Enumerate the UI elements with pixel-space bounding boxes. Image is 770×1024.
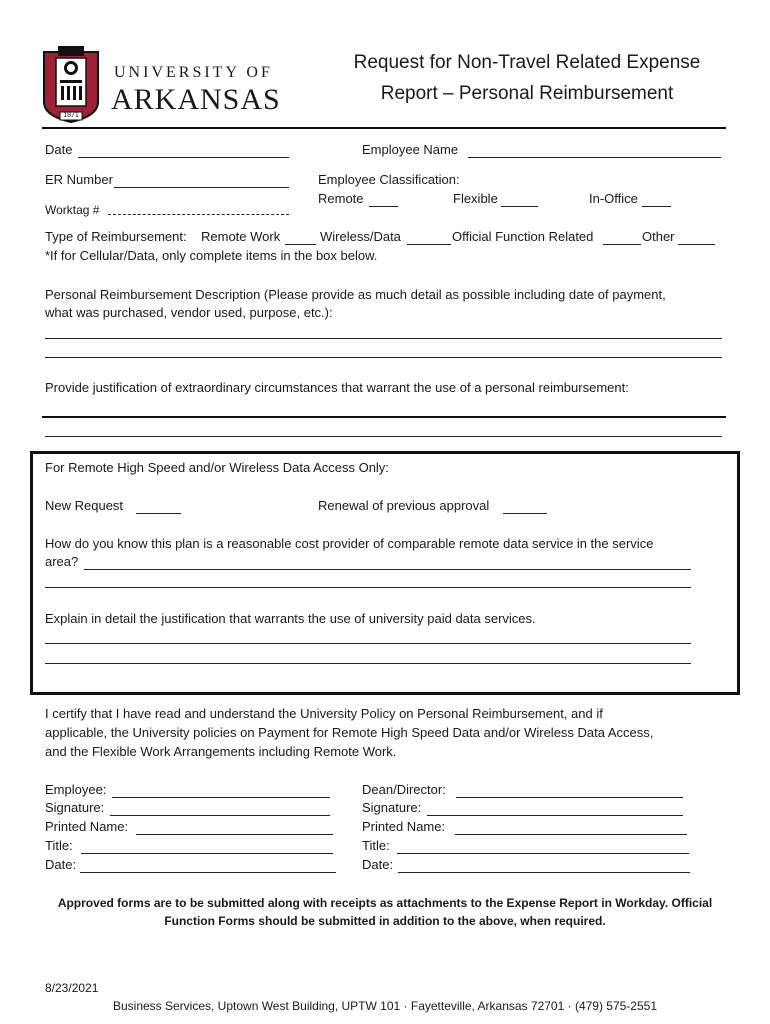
employee-signature-label: Signature: [45,800,105,815]
dean-printed-name-label: Printed Name: [362,819,446,834]
question-justification: Explain in detail the justification that warrants the use of university paid data services. [45,611,536,626]
data-justification-field-1[interactable] [45,643,691,644]
form-revision-date: 8/23/2021 [45,981,99,995]
classification-label: Employee Classification: [318,172,460,187]
official-field[interactable] [603,244,641,245]
question-cost-provider: How do you know this plan is a reasonable cost provider of comparable remote data service in the service [45,536,654,551]
er-number-field[interactable] [114,187,289,188]
justification-line-2[interactable] [45,436,722,437]
remote-work-field[interactable] [285,244,316,245]
employee-name-field[interactable] [468,157,721,158]
dean-label: Dean/Director: [362,782,446,797]
reimbursement-type-label: Type of Reimbursement: [45,229,187,244]
logo-year: 1871 [63,112,79,119]
dean-field[interactable] [456,797,683,798]
er-number-label: ER Number [45,172,113,187]
official-option: Official Function Related [452,229,594,244]
in-office-field[interactable] [642,206,671,207]
worktag-label: Worktag # [45,203,100,217]
description-line-2[interactable] [45,357,722,358]
form-title-line1: Request for Non-Travel Related Expense [353,52,701,73]
dean-signature-field[interactable] [427,815,683,816]
remote-label: Remote [318,191,364,206]
dean-signature-label: Signature: [362,800,422,815]
employee-date-label: Date: [45,857,77,872]
footer-address: Business Services, Uptown West Building, UPTW 101 · Fayetteville, Arkansas 72701 · (479) 575-2551 [112,999,658,1013]
description-line-1[interactable] [45,338,722,339]
dean-title-label: Title: [362,838,390,853]
employee-date-field[interactable] [80,872,336,873]
certify-line3: and the Flexible Work Arrangements including Remote Work. [45,744,397,759]
flexible-field[interactable] [501,206,538,207]
wireless-field[interactable] [407,244,451,245]
justification-line-1[interactable] [42,416,726,418]
certify-line1: I certify that I have read and understand the University Policy on Personal Reimbursement, and if [45,706,603,721]
dean-date-field[interactable] [398,872,690,873]
justification-label: Provide justification of extraordinary circumstances that warrant the use of a personal reimbursement: [45,380,629,395]
new-request-field[interactable] [136,513,181,514]
reimbursement-note: *If for Cellular/Data, only complete items in the box below. [45,248,378,263]
employee-title-field[interactable] [81,853,333,854]
in-office-label: In-Office [589,191,638,206]
remote-work-option: Remote Work [201,229,281,244]
employee-title-label: Title: [45,838,73,853]
employee-field[interactable] [112,797,330,798]
form-title-line2: Report – Personal Reimbursement [380,83,674,104]
employee-printed-name-label: Printed Name: [45,819,129,834]
employee-signature-field[interactable] [110,815,330,816]
flexible-label: Flexible [453,191,498,206]
dean-title-field[interactable] [397,853,689,854]
question-cost-provider-area: area? [45,554,79,569]
submission-note-line2: Function Forms should be submitted in addition to the above, when required. [164,914,606,928]
submission-note-line1: Approved forms are to be submitted along with receipts as attachments to the Expense Report in Workday. Official [57,896,713,910]
cost-provider-field-2[interactable] [45,587,691,588]
logo-bottom-text: ARKANSAS [111,83,281,116]
dean-date-label: Date: [362,857,394,872]
renewal-field[interactable] [503,513,547,514]
remote-field[interactable] [369,206,398,207]
date-label: Date [45,142,73,157]
data-access-box [30,451,740,695]
employee-label: Employee: [45,782,107,797]
new-request-label: New Request [45,498,124,513]
logo-top-text: UNIVERSITY OF [114,64,273,81]
other-option: Other [642,229,675,244]
description-label-line1: Personal Reimbursement Description (Please provide as much detail as possible including date of payment, [45,287,666,302]
worktag-field[interactable] [108,214,289,215]
header-divider [42,127,726,129]
data-justification-field-2[interactable] [45,663,691,664]
date-field[interactable] [78,157,289,158]
other-field[interactable] [678,244,715,245]
renewal-label: Renewal of previous approval [318,498,490,513]
cost-provider-field-1[interactable] [84,569,691,570]
university-logo [42,44,297,124]
employee-name-label: Employee Name [362,142,459,157]
employee-printed-name-field[interactable] [136,834,333,835]
dean-printed-name-field[interactable] [455,834,687,835]
certify-line2: applicable, the University policies on Payment for Remote High Speed Data and/or Wireless Data Access, [45,725,654,740]
description-label-line2: what was purchased, vendor used, purpose, etc.): [45,305,333,320]
data-box-heading: For Remote High Speed and/or Wireless Data Access Only: [45,460,389,475]
wireless-option: Wireless/Data [320,229,401,244]
